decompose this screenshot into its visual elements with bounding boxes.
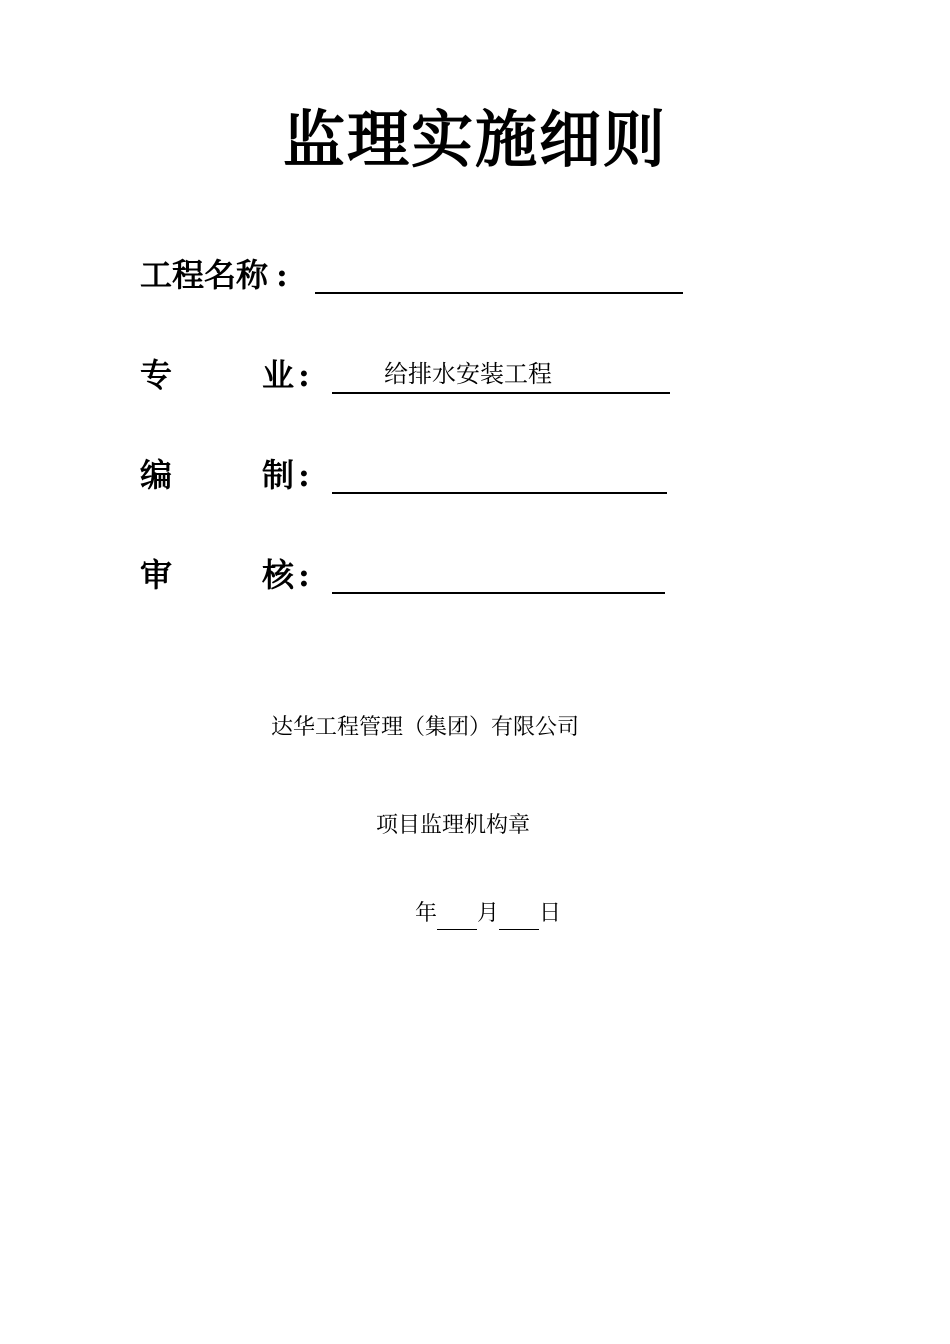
specialty-value: 给排水安装工程 [384, 360, 552, 388]
document-title: 监理实施细则 [282, 103, 667, 176]
compiled-by-label-last: 制 [262, 456, 295, 494]
specialty-colon: : [298, 356, 310, 394]
reviewed-by-label-first: 审 [140, 556, 173, 594]
project-name-field [140, 250, 700, 300]
date-line [415, 898, 561, 930]
compiled-by-field [140, 450, 700, 500]
date-day-blank[interactable] [499, 903, 539, 930]
reviewed-by-input[interactable] [332, 554, 665, 594]
seal-label: 项目监理机构章 [375, 813, 530, 838]
project-name-colon: : [276, 256, 288, 294]
project-name-label: 工程名称 [140, 256, 269, 294]
specialty-label-last: 业 [262, 356, 295, 394]
project-name-input[interactable] [315, 254, 683, 294]
reviewed-by-field [140, 550, 700, 600]
specialty-label-first: 专 [140, 356, 173, 394]
reviewed-by-label-last: 核 [262, 556, 295, 594]
date-year-label: 年 [415, 901, 438, 926]
specialty-field [140, 350, 700, 400]
compiled-by-input[interactable] [332, 454, 667, 494]
compiled-by-label-first: 编 [140, 456, 173, 494]
date-month-label: 月 [477, 901, 500, 926]
company-name: 达华工程管理（集团）有限公司 [270, 715, 579, 740]
reviewed-by-colon: : [298, 556, 310, 594]
specialty-input[interactable] [332, 354, 670, 394]
compiled-by-colon: : [298, 456, 310, 494]
date-month-blank[interactable] [437, 903, 477, 930]
date-day-label: 日 [539, 901, 562, 926]
